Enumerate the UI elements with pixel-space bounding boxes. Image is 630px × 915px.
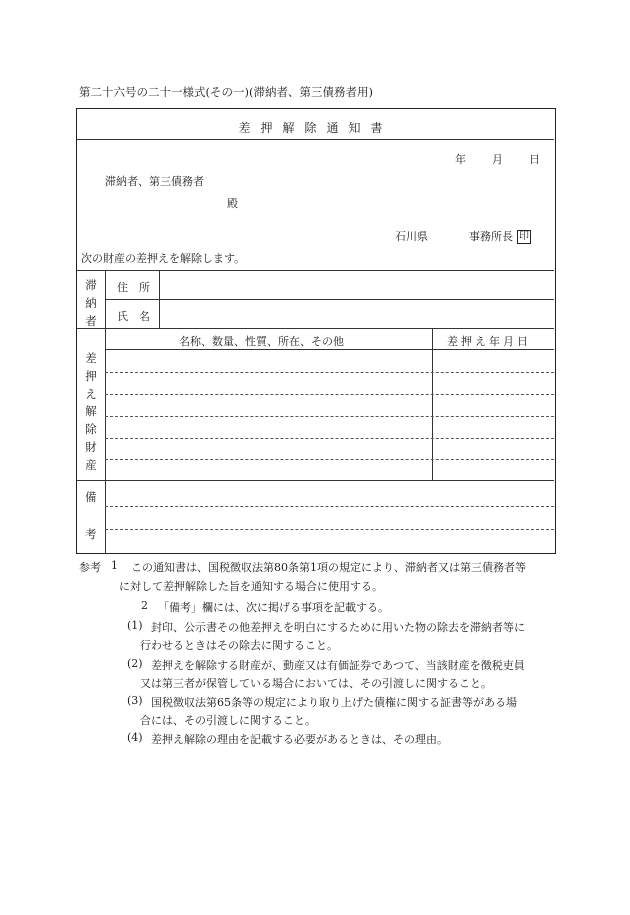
remarks-row-line — [105, 529, 554, 530]
sub-note-2-number: (2) — [127, 657, 143, 670]
addressee: 滞納者、第三債務者 — [105, 175, 204, 188]
delinquent-label: 滞納者 — [85, 278, 97, 328]
form-title: 差押解除通知書 — [238, 121, 393, 135]
property-row-line — [105, 416, 554, 417]
sub-note-3-number: (3) — [127, 694, 143, 707]
remarks-row-line — [105, 506, 554, 507]
property-header-line — [105, 349, 554, 350]
note-1-line-1: この通知書は、国税徴収法第80条第1項の規定により、滞納者又は第三債務者等 — [131, 561, 526, 574]
sub-note-2-line-1: 差押えを解除する財産が、動産又は有価証券であつて、当該財産を徴税吏員 — [151, 659, 525, 672]
col-seize-date: 差押え年月日 — [447, 335, 531, 348]
sub-note-3-line-2: 合には、その引渡しに関すること。 — [140, 714, 316, 727]
property-label: 差押え解除財産 — [85, 351, 97, 472]
sub-note-1-line-2: 行わせるときはその除去に関すること。 — [140, 639, 338, 652]
label-column-line — [105, 270, 106, 553]
date-day: 日 — [529, 153, 540, 166]
name-label: 氏 名 — [117, 310, 150, 323]
sub-note-3-line-1: 国税徴収法第65条等の規定により取り上げた債権に関する証書等がある場 — [151, 696, 517, 709]
remarks-label-1: 備 — [85, 490, 97, 504]
note-1-line-2: に対して差押解除した旨を通知する場合に使用する。 — [119, 580, 383, 593]
sub-note-1-line-1: 封印、公示書その他差押えを明白にするために用いた物の除去を滞納者等に — [151, 621, 525, 634]
address-label: 住 所 — [117, 281, 150, 294]
note-1-number: 1 — [111, 559, 118, 572]
header-divider — [77, 270, 554, 271]
address-divider — [105, 299, 554, 300]
title-divider — [77, 139, 554, 140]
property-row-line — [105, 372, 554, 373]
issuer-prefecture: 石川県 — [395, 230, 428, 243]
property-row-line — [105, 394, 554, 395]
sub-note-4-number: (4) — [127, 731, 143, 744]
notes-label: 参考 — [79, 561, 101, 574]
property-row-line — [105, 438, 554, 439]
note-2-number: 2 — [141, 599, 148, 612]
date-column-line — [432, 328, 433, 480]
remarks-label-2: 考 — [85, 527, 97, 541]
delinquent-divider — [77, 328, 554, 329]
date-year: 年 — [455, 153, 466, 166]
sub-note-1-number: (1) — [127, 619, 143, 632]
issuer-title: 事務所長 印 — [469, 230, 529, 243]
seal-mark: 印 — [519, 231, 529, 242]
property-row-line — [105, 459, 554, 460]
statement: 次の財産の差押えを解除します。 — [81, 252, 246, 265]
form-caption: 第二十六号の二十一様式(その一)(滞納者、第三債務者用) — [79, 85, 373, 99]
col-description: 名称、数量、性質、所在、その他 — [179, 335, 344, 348]
sub-note-4-text: 差押え解除の理由を記載する必要があるときは、その理由。 — [151, 733, 448, 746]
note-2-text: 「備考」欄には、次に掲げる事項を記載する。 — [158, 601, 389, 614]
date-month: 月 — [492, 153, 503, 166]
notice-form — [76, 108, 556, 554]
sub-note-2-line-2: 又は第三者が保管している場合においては、その引渡しに関すること。 — [140, 677, 492, 690]
property-divider — [77, 480, 554, 481]
honorific: 殿 — [227, 197, 238, 210]
